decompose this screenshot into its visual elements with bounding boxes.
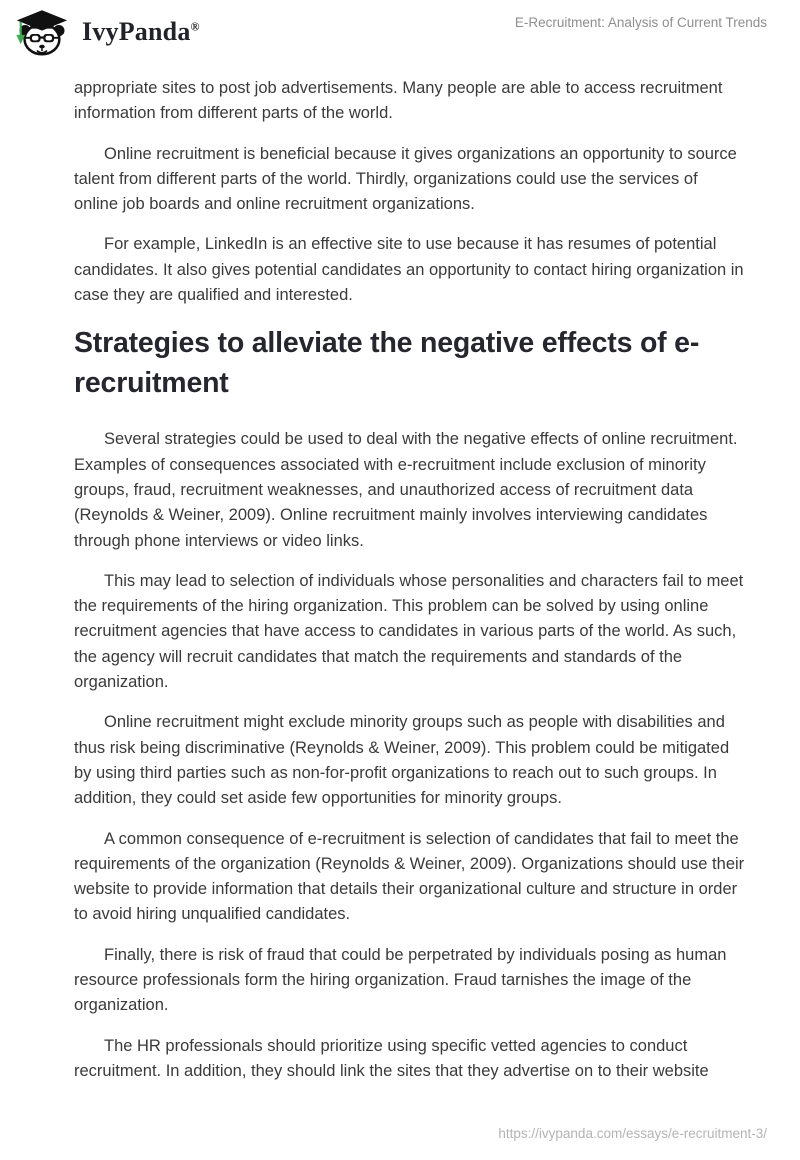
registered-mark: ® bbox=[190, 19, 200, 34]
paragraph: This may lead to selection of individuals whose personalities and characters fail to meet the requirements of the hiring organization. This problem can be solved by using online recruitment agencies that have access to candidates in various parts of the world. As such, the agency will recruit candidates that match the requirements and standards of the organization. bbox=[74, 571, 744, 692]
paragraph: A common consequence of e-recruitment is selection of candidates that fail to meet the requirements of the organization (Reynolds & Weiner, 2009). Organizations should use their website to provide information that details their organizational culture and structure in order to avoid hiring unqualified candidates. bbox=[74, 829, 745, 924]
page-footer bbox=[498, 1125, 767, 1143]
brand-name-text: IvyPanda bbox=[82, 17, 191, 46]
paragraph: Several strategies could be used to deal with the negative effects of online recruitment. Examples of consequences associated with e-recruitment include exclusion of minority groups, fraud, recruitment weaknesses, and unauthorized access of recruitment data (Reynolds & Weiner, 2009). Online recruitment mainly involves interviewing candidates through phone interviews or video links. bbox=[74, 430, 738, 550]
brand-name[interactable] bbox=[82, 17, 200, 47]
essay-content bbox=[74, 76, 746, 1084]
page-header bbox=[0, 0, 800, 58]
document-title: E-Recruitment: Analysis of Current Trends bbox=[514, 15, 767, 30]
section-heading: Strategies to alleviate the negative effects of e-recruitment bbox=[74, 327, 700, 400]
paragraph: Online recruitment might exclude minority groups such as people with disabilities and thus risk being discriminative (Reynolds & Weiner, 2009). This problem could be mitigated by using third parties such as non-for-profit organizations to reach out to such groups. In addition, they could set aside few opportunities for minority groups. bbox=[74, 713, 730, 808]
source-url-link[interactable]: https://ivypanda.com/essays/e-recruitment-3/ bbox=[498, 1126, 767, 1141]
ivypanda-logo-icon[interactable] bbox=[12, 9, 70, 56]
paragraph: Finally, there is risk of fraud that could be perpetrated by individuals posing as human resource professionals form the hiring organization. Fraud tarnishes the image of the organization. bbox=[74, 945, 727, 1015]
paragraph: appropriate sites to post job advertisements. Many people are able to access recruitment information from different parts of the world. bbox=[74, 79, 723, 123]
paragraph: The HR professionals should prioritize using specific vetted agencies to conduct recruitment. In addition, they should link the sites that they advertise on to their website bbox=[74, 1036, 709, 1080]
paragraph: For example, LinkedIn is an effective site to use because it has resumes of potential candidates. It also gives potential candidates an opportunity to contact hiring organization in case they are qualified and interested. bbox=[74, 235, 744, 305]
paragraph: Online recruitment is beneficial because it gives organizations an opportunity to source talent from different parts of the world. Thirdly, organizations could use the services of online job boards and online recruitment organizations. bbox=[74, 144, 737, 214]
